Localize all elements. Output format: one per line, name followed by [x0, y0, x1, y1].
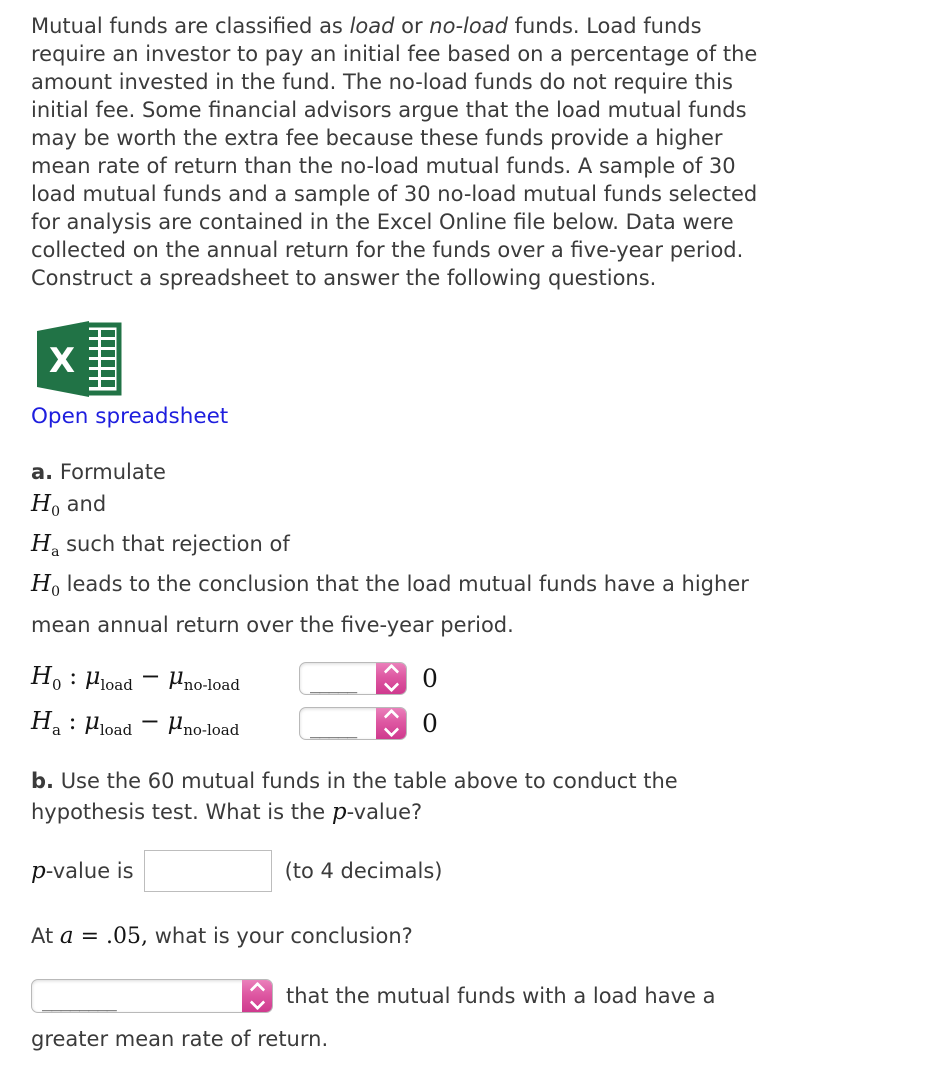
h0-expression [31, 662, 299, 694]
chevron-updown-icon [376, 663, 406, 694]
h0-operator-select[interactable] [299, 662, 407, 695]
p-symbol: p [31, 857, 46, 884]
intro-line: amount invested in the fund. The no-load funds do not require this [31, 70, 733, 94]
mu-symbol: μ [167, 707, 184, 736]
h-symbol: H [31, 707, 52, 736]
chevron-updown-icon [376, 708, 406, 739]
h0-subscript: 0 [51, 504, 60, 521]
ha-operator-select[interactable] [299, 707, 407, 740]
select-blank: _____ [310, 673, 357, 694]
h0-right-value: 0 [422, 663, 438, 693]
intro-line: initial fee. Some financial advisors argue that the load mutual funds [31, 98, 747, 122]
part-b-label: b. [31, 768, 55, 793]
alpha-symbol: a [59, 922, 74, 949]
h-subscript: 0 [51, 675, 62, 694]
intro-line: for analysis are contained in the Excel Online file below. Data were [31, 210, 734, 234]
colon: : [60, 707, 85, 736]
part-a-closing-line: mean annual return over the five-year period. [31, 612, 514, 637]
part-a-intro-line [31, 456, 931, 488]
mu-subscript-load: load [100, 675, 133, 694]
intro-line [31, 12, 931, 40]
conclusion-text: that the mutual funds with a load have a [286, 983, 716, 1008]
p-value-label: -value is [45, 858, 134, 883]
part-a-text: and [59, 492, 107, 516]
part-b-line1 [31, 766, 931, 797]
ha-subscript: a [51, 544, 60, 561]
intro-line: may be worth the extra fee because these funds provide a higher [31, 126, 723, 150]
mu-symbol: μ [84, 707, 100, 736]
mu-subscript-no-load: no-load [183, 675, 240, 694]
intro-paragraph [31, 12, 931, 292]
select-blank: ________ [42, 991, 116, 1012]
hypothesis-rows [31, 662, 931, 740]
mu-subscript-load: load [99, 720, 133, 739]
excel-x-letter: X [48, 341, 76, 381]
h-subscript: a [51, 720, 61, 739]
part-a-ha-line [31, 528, 931, 568]
italic-term-load: load [349, 14, 395, 38]
ha-symbol: H [31, 531, 52, 558]
mu-subscript-no-load: no-load [183, 720, 240, 739]
h0-subscript: 0 [51, 584, 60, 601]
excel-icon [31, 316, 123, 402]
part-a-text: leads to the conclusion that the load mutual funds have a higher [59, 572, 749, 597]
intro-text: or [394, 14, 430, 38]
alpha-text: what is your conclusion? [148, 923, 413, 948]
part-b-text: -value? [346, 799, 423, 824]
part-a-label: a. [31, 460, 54, 484]
intro-line: Construct a spreadsheet to answer the following questions. [31, 266, 657, 290]
ha-expression [31, 707, 299, 739]
open-spreadsheet-link[interactable]: Open spreadsheet [31, 404, 229, 429]
italic-term-no-load: no-load [429, 14, 508, 38]
hypothesis-row-h0 [31, 662, 931, 695]
p-value-row [31, 850, 931, 892]
part-a-section [31, 456, 931, 641]
part-a-h0-line2 [31, 568, 931, 608]
mu-symbol: μ [168, 662, 184, 691]
hypothesis-row-ha [31, 707, 931, 740]
chevron-updown-icon [242, 980, 272, 1012]
intro-line: mean rate of return than the no-load mutual funds. A sample of 30 [31, 154, 736, 178]
h0-symbol: H [31, 491, 52, 517]
part-a-text: such that rejection of [59, 532, 290, 557]
p-value-input[interactable] [144, 850, 272, 892]
part-a-h0-line [31, 488, 931, 528]
intro-line: require an investor to pay an initial fee based on a percentage of the [31, 42, 758, 66]
mu-symbol: μ [84, 662, 101, 691]
part-a-text: Formulate [53, 460, 166, 484]
minus-sign: − [132, 662, 169, 691]
intro-text: funds. Load funds [507, 14, 702, 38]
spreadsheet-block [31, 316, 931, 429]
select-blank: _____ [310, 718, 357, 739]
part-b-text: hypothesis test. What is the [31, 799, 332, 824]
part-b-section [31, 766, 931, 828]
minus-sign: − [132, 707, 168, 736]
alpha-text: At [31, 923, 60, 948]
h-symbol: H [31, 662, 52, 691]
intro-line: collected on the annual return for the funds over a five-year period. [31, 238, 744, 262]
conclusion-select[interactable] [31, 979, 273, 1013]
intro-line: load mutual funds and a sample of 30 no-load mutual funds selected [31, 182, 758, 206]
part-b-line2 [31, 797, 931, 828]
conclusion-row [31, 979, 931, 1013]
ha-right-value: 0 [422, 708, 438, 738]
p-symbol: p [331, 798, 347, 825]
alpha-value: = .05, [73, 923, 149, 949]
colon: : [61, 662, 85, 691]
conclusion-line2: greater mean rate of return. [31, 1026, 329, 1051]
decimals-hint: (to 4 decimals) [284, 858, 443, 883]
h0-symbol: H [31, 571, 52, 598]
part-b-text: Use the 60 mutual funds in the table above to conduct the [54, 768, 678, 793]
alpha-question-line [31, 921, 931, 952]
intro-text: Mutual funds are classified as [31, 14, 350, 38]
